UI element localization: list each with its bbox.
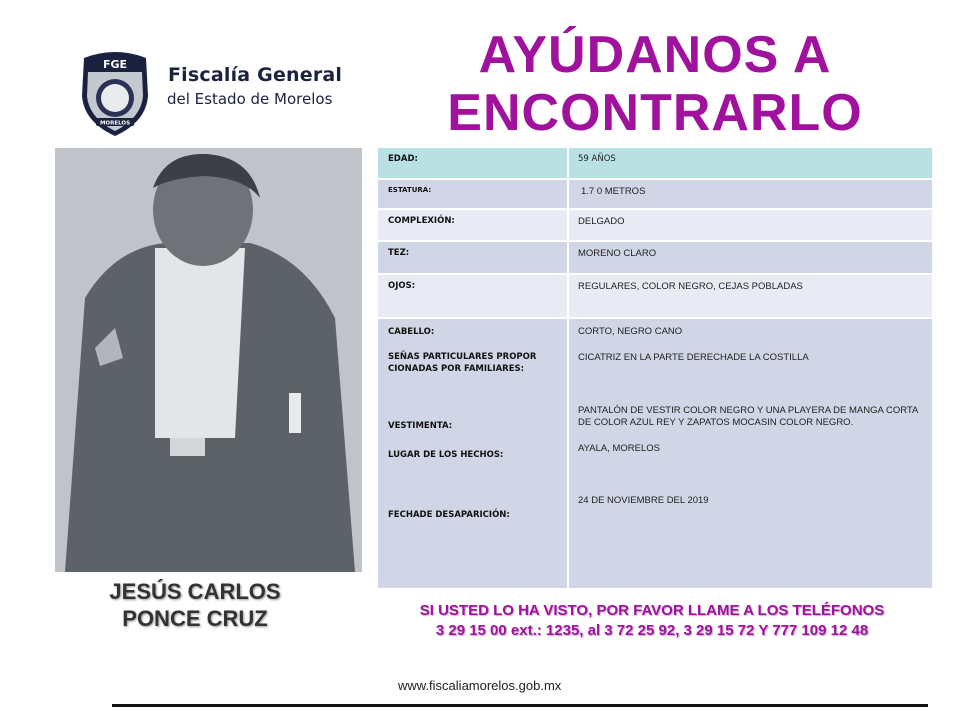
website-link[interactable]: www.fiscaliamorelos.gob.mx	[398, 678, 562, 693]
headline	[420, 26, 890, 142]
row-details-block	[378, 319, 932, 588]
senas-label-1: SEÑAS PARTICULARES PROPOR	[388, 352, 537, 362]
lugar-label: LUGAR DE LOS HECHOS:	[388, 450, 504, 460]
cta-line-1: SI USTED LO HA VISTO, POR FAVOR LLAME A LOS TELÉFONOS	[419, 602, 885, 619]
row-complexion	[378, 210, 932, 240]
footer-divider	[112, 704, 928, 707]
call-to-action	[372, 601, 932, 641]
shield-icon	[78, 48, 152, 138]
missing-person-photo	[55, 148, 362, 572]
complexion-label: COMPLEXIÓN:	[378, 210, 567, 240]
tez-value: MORENO CLARO	[569, 242, 932, 273]
missing-person-name	[70, 578, 320, 632]
tez-label: TEZ:	[378, 242, 567, 273]
details-values	[569, 319, 932, 588]
row-edad	[378, 148, 932, 178]
row-tez	[378, 242, 932, 273]
lugar-value: AYALA, MORELOS	[578, 443, 661, 454]
fge-shield-logo	[78, 48, 152, 138]
cabello-label: CABELLO:	[388, 327, 435, 337]
name-line-2: PONCE CRUZ	[122, 606, 268, 631]
org-name: Fiscalía General	[168, 64, 343, 86]
name-line-1: JESÚS CARLOS	[109, 579, 281, 604]
org-subtitle: del Estado de Morelos	[167, 90, 333, 108]
edad-value: 59 AÑOS	[569, 148, 932, 178]
row-ojos	[378, 275, 932, 317]
svg-text:MORELOS: MORELOS	[99, 120, 131, 127]
estatura-label: ESTATURA:	[378, 180, 567, 208]
headline-line-2: ENCONTRARLO	[447, 84, 863, 142]
vestimenta-value-2: DE COLOR AZUL REY Y ZAPATOS MOCASIN COLOR NEGRO.	[578, 417, 854, 428]
ojos-label: OJOS:	[378, 275, 567, 317]
person-photo-icon	[55, 148, 362, 572]
complexion-value: DELGADO	[569, 210, 932, 240]
vestimenta-value-1: PANTALÓN DE VESTIR COLOR NEGRO Y UNA PLAYERA DE MANGA CORTA	[578, 405, 919, 416]
cta-phone-numbers: 3 29 15 00 ext.: 1235, al 3 72 25 92, 3 29 15 72 Y 777 109 12 48	[435, 622, 869, 639]
row-estatura	[378, 180, 932, 208]
senas-label-2: CIONADAS POR FAMILIARES:	[388, 364, 525, 374]
headline-line-1: AYÚDANOS A	[478, 26, 832, 84]
cabello-value: CORTO, NEGRO CANO	[578, 326, 683, 337]
fecha-label: FECHADE DESAPARICIÓN:	[388, 510, 510, 520]
details-labels	[378, 319, 567, 588]
fecha-value: 24 DE NOVIEMBRE DEL 2019	[578, 495, 709, 506]
ojos-value: REGULARES, COLOR NEGRO, CEJAS POBLADAS	[569, 275, 932, 317]
senas-value: CICATRIZ EN LA PARTE DERECHADE LA COSTILLA	[578, 352, 809, 363]
edad-label: EDAD:	[378, 148, 567, 178]
svg-text:FGE: FGE	[102, 58, 128, 71]
vestimenta-label: VESTIMENTA:	[388, 421, 453, 431]
estatura-value: 1.7 0 METROS	[569, 180, 932, 208]
